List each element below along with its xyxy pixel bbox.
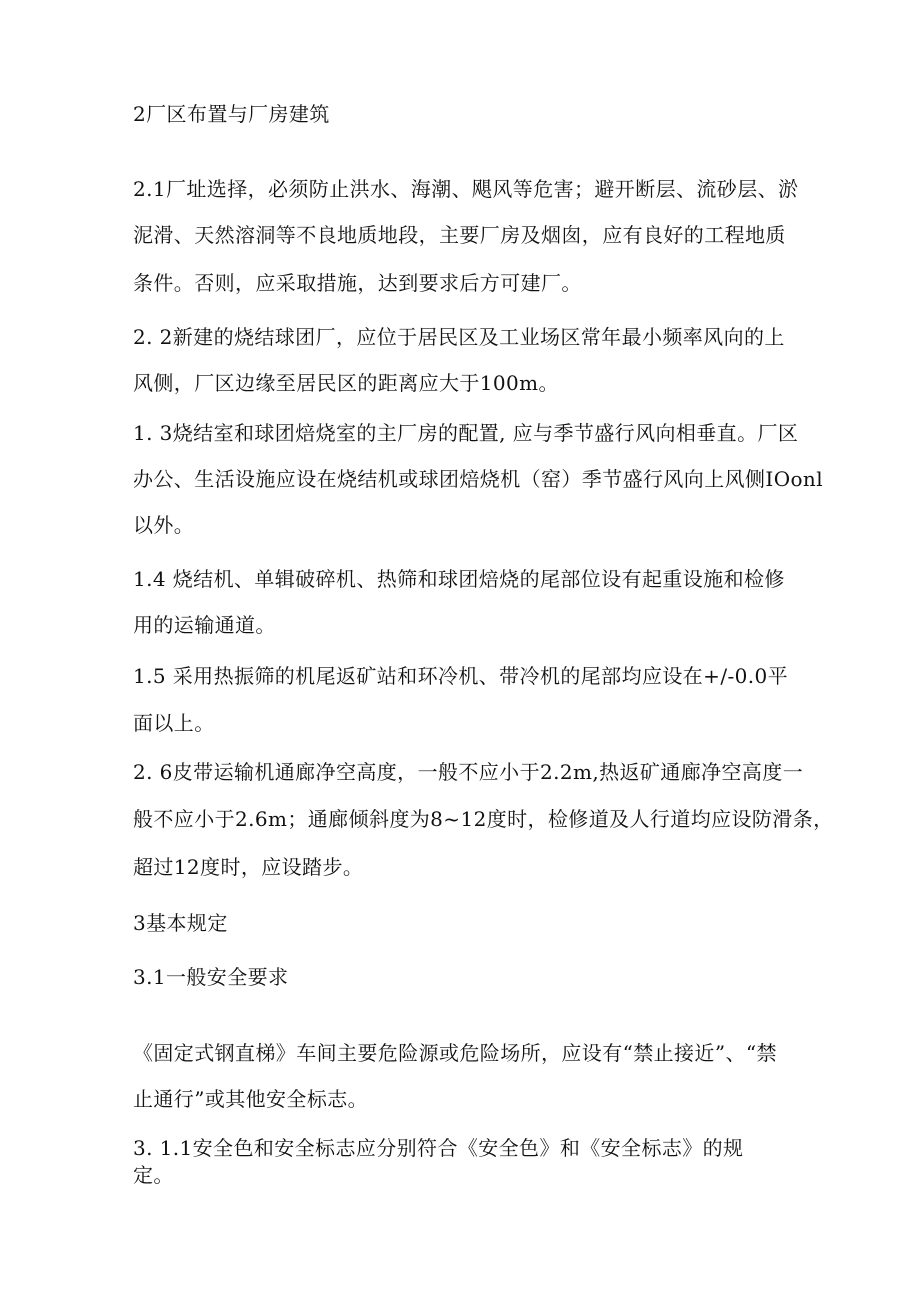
paragraph-3-1-1-line-1: 3. 1.1安全色和安全标志应分别符合《安全色》和《安全标志》的规 <box>133 1136 744 1160</box>
paragraph-1-3-line-2: 办公、生活设施应设在烧结机或球团焙烧机（窑）季节盛行风向上风侧IOonl <box>133 467 824 491</box>
paragraph-1-3-line-3: 以外。 <box>133 513 195 537</box>
paragraph-2-1-line-3: 条件。否则，应采取措施，达到要求后方可建厂。 <box>133 271 582 295</box>
paragraph-2-6-line-1: 2. 6皮带运输机通廊净空高度，一般不应小于2.2m,热返矿通廊净空高度一 <box>133 760 804 784</box>
subsection-heading-3-1: 3.1一般安全要求 <box>133 965 289 989</box>
paragraph-2-6-line-2: 般不应小于2.6m；通廊倾斜度为8~12度时，检修道及人行道均应设防滑条， <box>133 807 834 831</box>
paragraph-2-2-line-1: 2. 2新建的烧结球团厂，应位于居民区及工业场区常年最小频率风向的上 <box>133 325 785 349</box>
section-heading-3: 3基本规定 <box>133 911 228 935</box>
paragraph-2-1-line-2: 泥滑、天然溶洞等不良地质地段，主要厂房及烟囱，应有良好的工程地质 <box>133 223 786 247</box>
paragraph-1-4-line-2: 用的运输通道。 <box>133 613 276 637</box>
paragraph-3-1-1-line-2: 定。 <box>133 1163 174 1187</box>
paragraph-3-1-intro-line-1: 《固定式钢直梯》车间主要危险源或危险场所，应设有“禁止接近”、“禁 <box>133 1041 777 1065</box>
paragraph-3-1-intro-line-2: 止通行”或其他安全标志。 <box>133 1087 369 1111</box>
paragraph-2-2-line-2: 风侧，厂区边缘至居民区的距离应大于100m。 <box>133 371 559 395</box>
section-heading-2: 2厂区布置与厂房建筑 <box>133 102 330 126</box>
paragraph-1-4-line-1: 1.4 烧结机、单辑破碎机、热筛和球团焙烧的尾部位设有起重设施和检修 <box>133 567 785 591</box>
paragraph-1-5-line-1: 1.5 采用热振筛的机尾返矿站和环冷机、带冷机的尾部均应设在+/-0.0平 <box>133 664 789 688</box>
paragraph-2-6-line-3: 超过12度时，应设踏步。 <box>133 855 364 879</box>
paragraph-1-3-line-1: 1. 3烧结室和球团焙烧室的主厂房的配置, 应与季节盛行风向相垂直。厂区 <box>133 421 799 445</box>
paragraph-1-5-line-2: 面以上。 <box>133 711 215 735</box>
paragraph-2-1-line-1: 2.1厂址选择，必须防止洪水、海潮、飓风等危害；避开断层、流砂层、淤 <box>133 177 799 201</box>
